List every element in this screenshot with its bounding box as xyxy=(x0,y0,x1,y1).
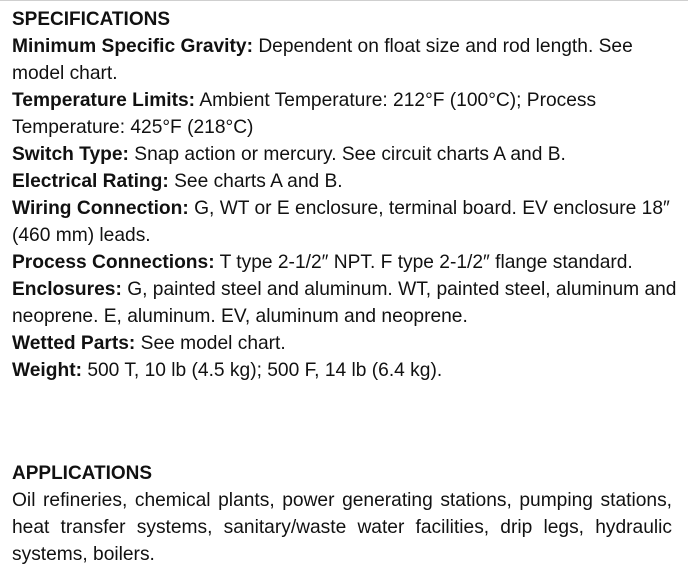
spec-label: Wetted Parts: xyxy=(12,333,136,354)
applications-text: Oil refineries, chemical plants, power generating stations, pumping stations, heat transfer systems, sanitary/waste water facilities, drip legs, hydraulic systems, boilers. xyxy=(12,490,672,565)
spec-process-connections xyxy=(12,249,678,276)
specifications-heading: SPECIFICATIONS xyxy=(12,9,170,30)
specifications-section xyxy=(12,7,678,384)
spec-value: G, painted steel and aluminum. WT, painted steel, aluminum and neoprene. E, aluminum. EV, aluminum and neoprene. xyxy=(12,279,677,327)
spec-label: Weight: xyxy=(12,360,82,381)
spec-value: G, WT or E enclosure, terminal board. EV enclosure 18″ (460 mm) leads. xyxy=(12,198,670,246)
spec-value: Snap action or mercury. See circuit charts A and B. xyxy=(134,144,566,165)
spec-value: See model chart. xyxy=(140,333,286,354)
spec-label: Electrical Rating: xyxy=(12,171,169,192)
spec-wiring-connection xyxy=(12,195,678,249)
spec-label: Temperature Limits: xyxy=(12,90,196,111)
spec-label: Switch Type: xyxy=(12,144,129,165)
spec-value: Dependent on float size and rod length. See model chart. xyxy=(12,36,633,84)
spec-value: 500 T, 10 lb (4.5 kg); 500 F, 14 lb (6.4 kg). xyxy=(87,360,443,381)
spec-electrical-rating xyxy=(12,168,678,195)
spec-switch-type xyxy=(12,141,678,168)
spec-enclosures xyxy=(12,276,678,330)
spec-label: Minimum Specific Gravity: xyxy=(12,36,253,57)
spec-wetted-parts xyxy=(12,330,678,357)
spec-value: See charts A and B. xyxy=(174,171,343,192)
spec-value: Ambient Temperature: 212°F (100°C); Process Temperature: 425°F (218°C) xyxy=(12,90,597,138)
applications-section xyxy=(12,461,678,568)
applications-heading: APPLICATIONS xyxy=(12,463,153,484)
spec-minimum-specific-gravity xyxy=(12,33,678,87)
spec-value: T type 2-1/2″ NPT. F type 2-1/2″ flange standard. xyxy=(219,252,633,273)
spec-weight xyxy=(12,357,678,384)
spec-label: Wiring Connection: xyxy=(12,198,189,219)
spec-temperature-limits xyxy=(12,87,678,141)
spec-label: Process Connections: xyxy=(12,252,215,273)
spec-label: Enclosures: xyxy=(12,279,122,300)
